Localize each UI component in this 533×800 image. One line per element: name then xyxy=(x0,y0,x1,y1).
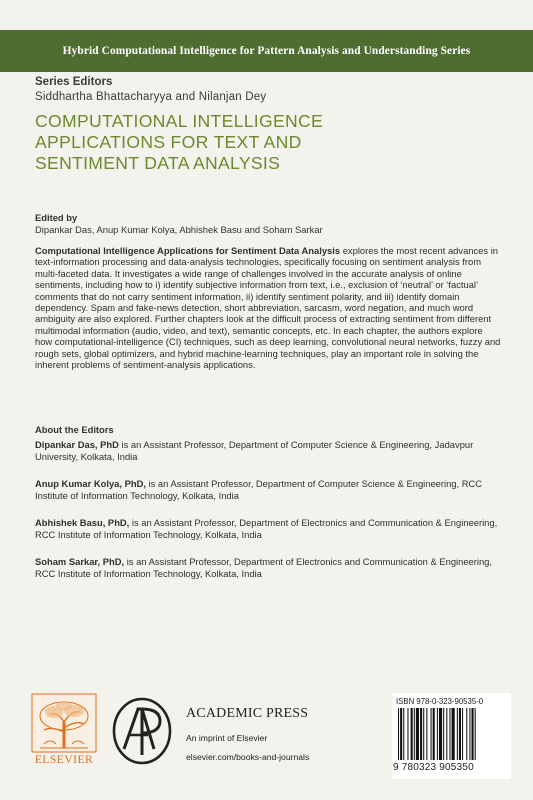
elsevier-wordmark: ELSEVIER xyxy=(34,754,94,766)
description-lead: Computational Intelligence Applications for Sentiment Data Analysis xyxy=(35,245,341,256)
editor-bio xyxy=(35,439,505,463)
barcode-bar xyxy=(469,708,470,760)
barcode-bar xyxy=(403,708,404,760)
barcode-bar xyxy=(420,708,422,760)
isbn-text: ISBN 978-0-323-90535-0 xyxy=(396,697,484,706)
editor-name: Soham Sarkar, PhD, xyxy=(35,556,125,567)
barcode-bar xyxy=(449,708,450,760)
barcode-bar xyxy=(416,708,419,760)
editor-name: Dipankar Das, PhD xyxy=(35,439,119,450)
imprint-text: An imprint of Elsevier xyxy=(186,733,268,743)
editor-bio xyxy=(35,556,505,580)
academic-press-logo-icon xyxy=(110,695,174,767)
barcode-bar xyxy=(433,708,435,760)
description-body: explores the most recent advances in text-information processing and data-analysis technologies, specifically focusing on sentiment analysis from multi-faceted data. It investigates a wide range of challenges involved in the accurate analysis of online sentiments, including how to i) identify subjective information from text, i.e., exclusion of ‘neutral’ or ‘factual’ comments that do not carry sentiment information, ii) identify sentiment polarity, and iii) identify domain dependency. Spam and fake-news detection, short abbreviation, sarcasm, word negation, and much word ambiguity are also explored. Further chapters look at the difficult process of extracting sentiment from different multimodal information (audio, video, and text), semantic concepts, etc. In each chapter, the authors explore how computational-intelligence (CI) techniques, such as deep learning, convolutional neural networks, fuzzy and rough sets, global optimizers, and hybrid machine-learning techniques, play an important role in solving the inherent problems of sentiment-analysis applications. xyxy=(35,245,501,371)
series-bar xyxy=(0,30,533,72)
barcode-bar xyxy=(446,708,447,760)
editor-text: is an Assistant Professor, Department of Electronics and Communication & Engineering, RCC Institute of Information Technology, Kolkata, India xyxy=(35,517,498,540)
barcode-bar xyxy=(443,708,444,760)
academic-press-name: ACADEMIC PRESS xyxy=(186,706,309,721)
book-title-line: APPLICATIONS FOR TEXT AND xyxy=(35,132,302,152)
publisher-url: elsevier.com/books-and-journals xyxy=(186,752,310,762)
about-editors-label: About the Editors xyxy=(35,424,114,435)
barcode-icon xyxy=(396,708,508,760)
editor-bio xyxy=(35,478,505,502)
series-editors-names: Siddhartha Bhattacharyya and Nilanjan Dey xyxy=(35,91,267,103)
editor-name: Abhishek Basu, PhD, xyxy=(35,517,130,528)
barcode-bar xyxy=(439,708,442,760)
edited-by-names: Dipankar Das, Anup Kumar Kolya, Abhishek Basu and Soham Sarkar xyxy=(35,224,323,235)
barcode-bar xyxy=(457,708,458,760)
barcode-bar xyxy=(398,708,399,760)
barcode-number: 9 780323 905350 xyxy=(393,762,474,773)
barcode-bar xyxy=(452,708,455,760)
barcode-bar xyxy=(414,708,415,760)
series-title: Hybrid Computational Intelligence for Pattern Analysis and Understanding Series xyxy=(62,45,471,57)
series-editors-label: Series Editors xyxy=(35,76,113,88)
editor-bio xyxy=(35,517,505,541)
barcode-bar xyxy=(472,708,474,760)
book-title-line: COMPUTATIONAL INTELLIGENCE xyxy=(35,111,324,131)
book-title-line: SENTIMENT DATA ANALYSIS xyxy=(35,153,281,173)
editor-text: is an Assistant Professor, Department of Electronics and Communication & Engineering, RCC Institute of Information Technology, Kolkata, India xyxy=(35,556,492,579)
barcode-bar xyxy=(475,708,476,760)
book-description xyxy=(35,245,501,370)
header-content xyxy=(35,76,505,174)
barcode-bar xyxy=(431,708,432,760)
barcode-bar xyxy=(426,708,427,760)
barcode-bar xyxy=(411,708,413,760)
barcode-bar xyxy=(400,708,402,760)
barcode-bar xyxy=(466,708,467,760)
editor-text: is an Assistant Professor, Department of Computer Science & Engineering, RCC Institute of Information Technology, Kolkata, India xyxy=(35,478,483,501)
barcode-bar xyxy=(423,708,424,760)
editor-text: is an Assistant Professor, Department of Computer Science & Engineering, Jadavpur University, Kolkata, India xyxy=(35,439,474,462)
edited-by-label: Edited by xyxy=(35,212,78,223)
book-title xyxy=(35,111,505,174)
editor-name: Anup Kumar Kolya, PhD, xyxy=(35,478,146,489)
top-band xyxy=(0,0,533,30)
barcode-bar xyxy=(437,708,438,760)
barcode-bar xyxy=(459,708,461,760)
barcode-bar xyxy=(462,708,463,760)
barcode-bar xyxy=(407,708,408,760)
